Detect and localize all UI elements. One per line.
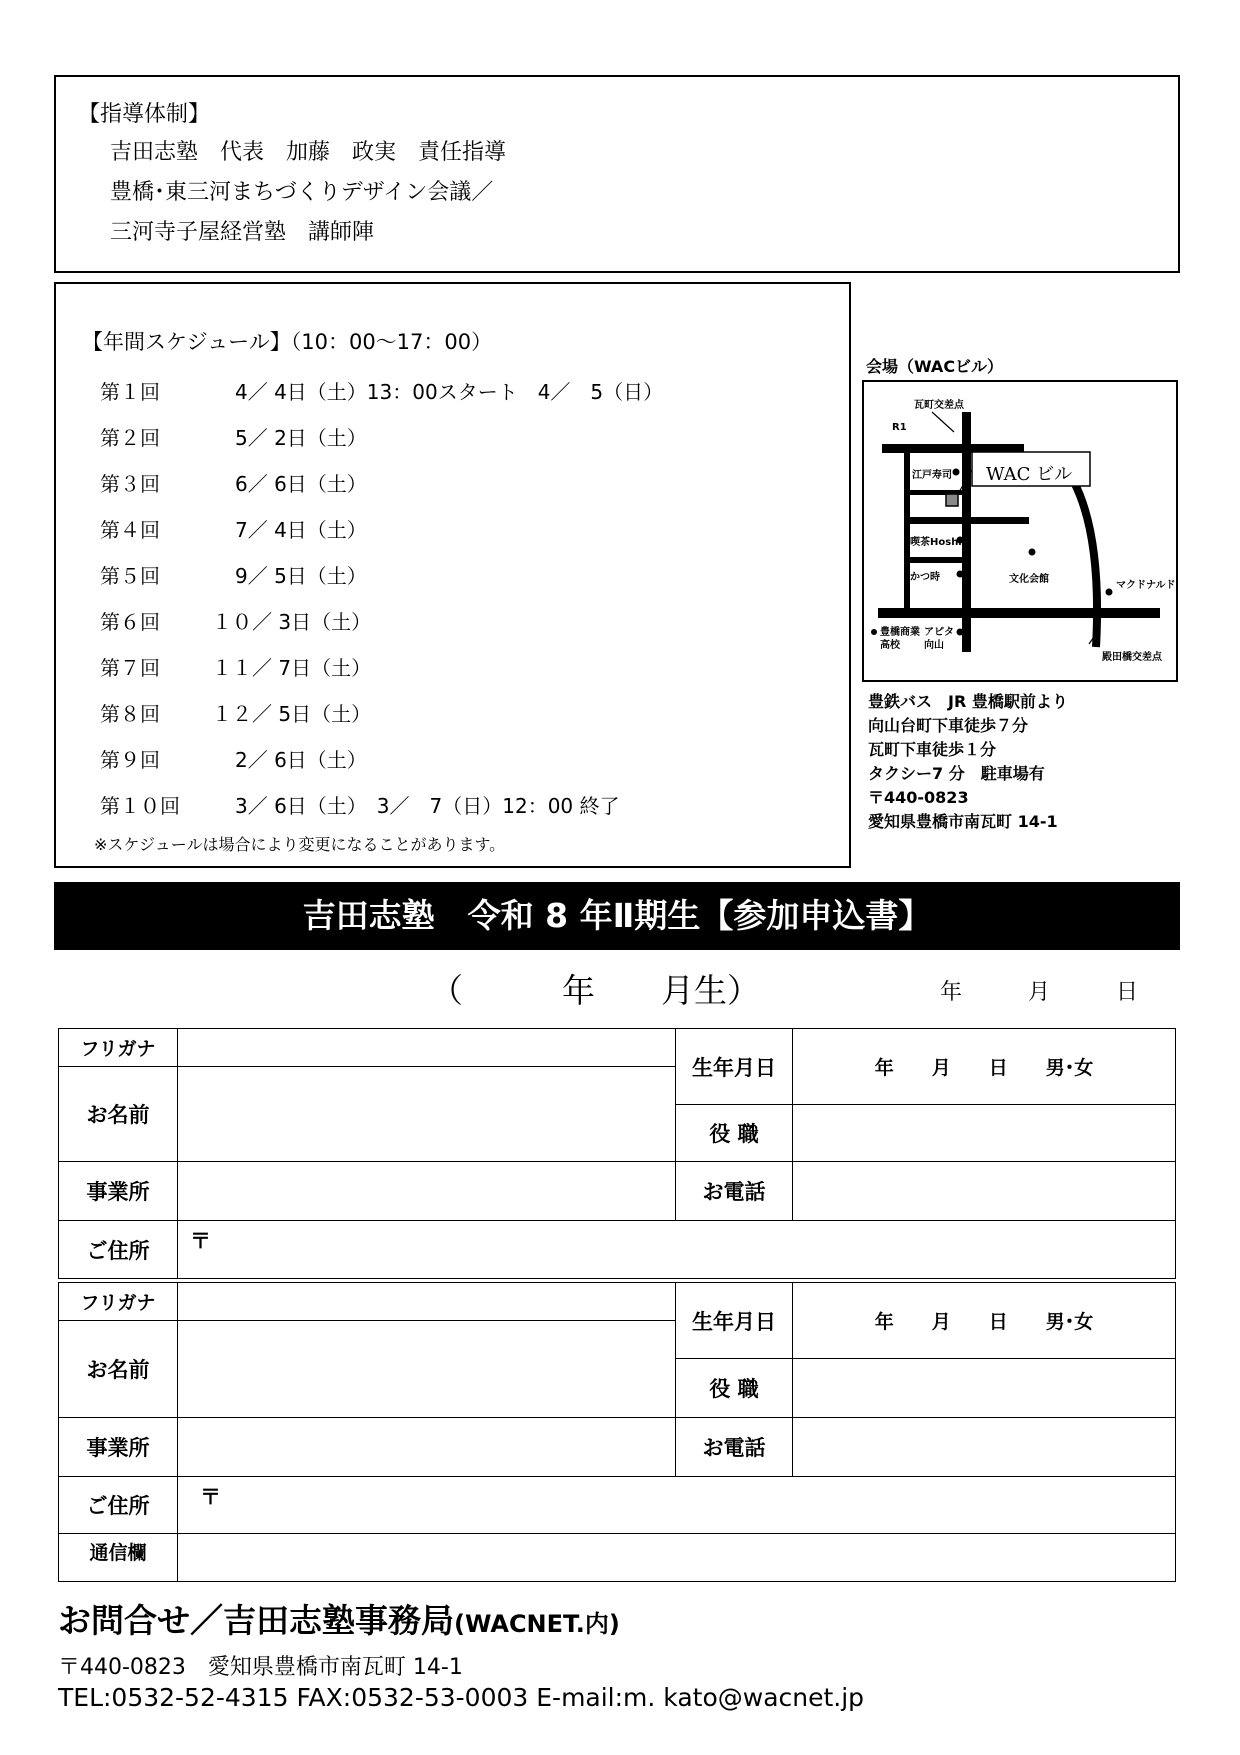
instruction-box: [54, 75, 1180, 273]
phone-input[interactable]: [793, 1418, 1176, 1477]
schedule-row-number: 第３回: [100, 472, 160, 496]
map-label-toyohashi-shogyo: 豊橋商業高校: [880, 627, 920, 651]
map-label-kawaramachi: 瓦町交差点: [914, 400, 964, 411]
furigana-input[interactable]: [178, 1029, 676, 1067]
schedule-row-number: 第８回: [100, 702, 160, 726]
application-date: 年 月 日: [940, 980, 1139, 1005]
schedule-row-date: 4／ 4日（土）13：00スタート 4／ 5（日）: [235, 380, 664, 404]
access-line: 愛知県豊橋市南瓦町 14-1: [868, 812, 1058, 831]
schedule-row-number: 第４回: [100, 518, 160, 542]
instruction-line-3: 三河寺子屋経営塾 講師陣: [110, 220, 375, 245]
schedule-row-date: 5／ 2日（土）: [235, 426, 367, 450]
schedule-row-number: 第７回: [100, 656, 160, 680]
position-label: 役 職: [676, 1359, 793, 1418]
application-form-2: [58, 1282, 1176, 1582]
position-label: 役 職: [676, 1105, 793, 1162]
schedule-row-date: 3／ 6日（土） 3／ 7（日）12：00 終了: [235, 794, 620, 818]
phone-input[interactable]: [793, 1162, 1176, 1221]
schedule-title: 【年間スケジュール】（10：00～17：00）: [82, 330, 493, 354]
office-label: 事業所: [59, 1418, 178, 1477]
furigana-label: フリガナ: [59, 1283, 178, 1321]
map-label-r1: R1: [892, 422, 907, 433]
access-line: 〒440-0823: [868, 788, 969, 807]
furigana-label: フリガナ: [59, 1029, 178, 1067]
schedule-row-number: 第５回: [100, 564, 160, 588]
name-label: お名前: [59, 1321, 178, 1418]
office-label: 事業所: [59, 1162, 178, 1221]
office-input[interactable]: [178, 1162, 676, 1221]
access-line: 向山台町下車徒歩７分: [868, 716, 1029, 735]
birth-input[interactable]: 年 月 日 男･女: [793, 1283, 1176, 1359]
access-line: タクシー7 分 駐車場有: [868, 764, 1045, 783]
instruction-heading: 【指導体制】: [78, 102, 211, 127]
address-input[interactable]: [178, 1221, 1176, 1279]
address-input[interactable]: [178, 1477, 1176, 1534]
phone-label: お電話: [676, 1162, 793, 1221]
year-class-line: （ 年 月生）: [430, 971, 760, 1010]
office-input[interactable]: [178, 1418, 676, 1477]
map-label-katsutoki: かつ時: [910, 572, 940, 583]
furigana-input[interactable]: [178, 1283, 676, 1321]
contact-address: 〒440-0823 愛知県豊橋市南瓦町 14-1: [58, 1655, 463, 1680]
instruction-line-2: 豊橋･東三河まちづくりデザイン会議／: [110, 180, 494, 205]
access-line: 瓦町下車徒歩１分: [868, 740, 997, 759]
address-label: ご住所: [59, 1221, 178, 1279]
birth-label: 生年月日: [676, 1283, 793, 1359]
position-input[interactable]: [793, 1359, 1176, 1418]
schedule-row-number: 第１０回: [100, 794, 180, 818]
schedule-row-date: １０／ 3日（土）: [212, 610, 372, 634]
schedule-row-date: 2／ 6日（土）: [235, 748, 367, 772]
schedule-row-date: 6／ 6日（土）: [235, 472, 367, 496]
schedule-row-date: 7／ 4日（土）: [235, 518, 367, 542]
position-input[interactable]: [793, 1105, 1176, 1162]
access-line: 豊鉄バス JR 豊橋駅前より: [868, 692, 1068, 711]
schedule-row-number: 第６回: [100, 610, 160, 634]
postal-mark: 〒: [190, 1229, 211, 1253]
access-info: [868, 690, 1068, 834]
schedule-row-number: 第９回: [100, 748, 160, 772]
map-label-bunka-kaikan: 文化会館: [1009, 574, 1049, 585]
schedule-row-date: 9／ 5日（土）: [235, 564, 367, 588]
instruction-line-1: 吉田志塾 代表 加藤 政実 責任指導: [110, 140, 507, 165]
address-label: ご住所: [59, 1477, 178, 1534]
form-title-banner: 吉田志塾 令和 8 年Ⅱ期生【参加申込書】: [54, 882, 1180, 950]
application-form-1: [58, 1028, 1176, 1279]
contact-tel: TEL:0532-52-4315 FAX:0532-53-0003 E-mail:m. kato@wacnet.jp: [58, 1683, 865, 1712]
message-input[interactable]: [178, 1534, 1176, 1582]
map-label-tonodabashi: 殿田橋交差点: [1102, 652, 1162, 663]
phone-label: お電話: [676, 1418, 793, 1477]
contact-title-sub: (WACNET.内): [454, 1610, 620, 1638]
map-label-apita: アピタ向山: [924, 627, 954, 651]
map-label-edo-sushi: 江戸寿司: [912, 470, 952, 481]
schedule-row-date: １１／ 7日（土）: [212, 656, 372, 680]
name-label: お名前: [59, 1067, 178, 1162]
birth-input[interactable]: 年 月 日 男･女: [793, 1029, 1176, 1105]
schedule-row-number: 第２回: [100, 426, 160, 450]
map-label-wac-building: WAC ビル: [986, 464, 1073, 485]
message-label: 通信欄: [59, 1534, 178, 1582]
map-label-mcdonalds: マクドナルド: [1116, 580, 1176, 591]
contact-title-main: お問合せ／吉田志塾事務局: [58, 1601, 454, 1640]
name-input[interactable]: [178, 1321, 676, 1418]
schedule-row-number: 第１回: [100, 380, 160, 404]
venue-label: 会場（WACビル）: [866, 357, 1004, 376]
postal-mark: 〒: [200, 1485, 221, 1509]
contact-title: [58, 1595, 620, 1642]
venue-map: [862, 380, 1178, 682]
name-input[interactable]: [178, 1067, 676, 1162]
schedule-row-date: １２／ 5日（土）: [212, 702, 372, 726]
birth-label: 生年月日: [676, 1029, 793, 1105]
schedule-box: [54, 282, 851, 868]
map-label-kissa-hoshi: 喫茶Hoshi: [910, 537, 962, 548]
schedule-note: ※スケジュールは場合により変更になることがあります。: [94, 835, 506, 854]
